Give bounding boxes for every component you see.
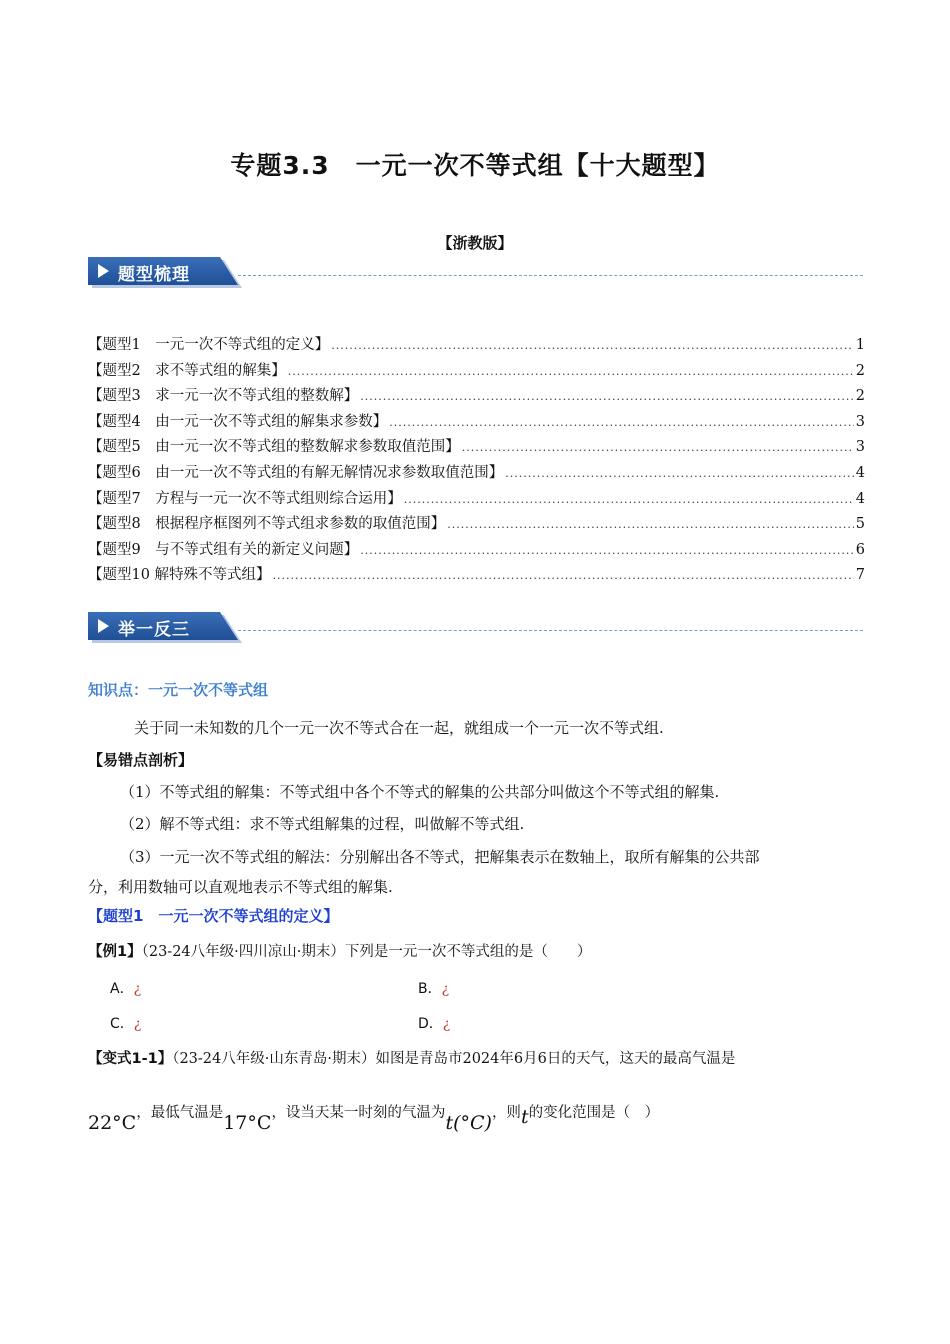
edition-label: 【浙教版】 [437, 234, 513, 252]
banner-label: 题型梳理 [118, 265, 190, 285]
page-title: 专题3.3 一元一次不等式组【十大题型】 [230, 151, 720, 180]
knowledge-heading: 知识点：一元一次不等式组 [88, 681, 269, 699]
toc-item[interactable]: 【题型7 方程与一元一次不等式组则综合运用】 ..... 4 [88, 487, 865, 513]
type1-heading: 【题型1 一元一次不等式组的定义】 [88, 907, 339, 925]
pitfall-point: 分，利用数轴可以直观地表示不等式组的解集. [88, 878, 393, 896]
toc-item[interactable]: 【题型5 由一元一次不等式组的整数解求参数取值范围】 ..... 3 [88, 435, 865, 461]
toc-item[interactable]: 【题型10 解特殊不等式组】 ..... 7 [88, 563, 865, 589]
toc-item[interactable]: 【题型1 一元一次不等式组的定义】 ..... 1 [88, 333, 865, 359]
option-a[interactable]: A．¿ [110, 981, 142, 997]
toc-item[interactable]: 【题型4 由一元一次不等式组的解集求参数】 ..... 3 [88, 410, 865, 436]
variant-question [88, 1048, 735, 1070]
math-temp-var: t(°C) [445, 1112, 492, 1134]
math-temp-high: 22°C [88, 1112, 137, 1134]
pitfall-point: （1）不等式组的解集：不等式组中各个不等式的解集的公共部分叫做这个不等式组的解集. [120, 783, 720, 801]
toc-item[interactable]: 【题型8 根据程序框图列不等式组求参数的取值范围】 ..... 5 [88, 512, 865, 538]
section-banner-types [88, 257, 863, 287]
math-var-t: t [520, 1106, 529, 1128]
pitfall-point: （3）一元一次不等式组的解法：分别解出各不等式，把解集表示在数轴上，取所有解集的公共部 [120, 848, 760, 866]
variant-label: 【变式1-1】 [88, 1051, 173, 1067]
play-triangle-icon [98, 619, 109, 633]
toc-item[interactable]: 【题型9 与不等式组有关的新定义问题】 ..... 6 [88, 538, 865, 564]
definition-text: 关于同一未知数的几个一元一次不等式合在一起，就组成一个一元一次不等式组. [134, 719, 664, 737]
pitfall-heading: 【易错点剖析】 [88, 751, 194, 769]
toc-item[interactable]: 【题型6 由一元一次不等式组的有解无解情况求参数取值范围】 ..... 4 [88, 461, 865, 487]
variant-line2: 22°C，最低气温是17°C，设当天某一时刻的气温为t(°C)，则t的变化范围是（ ） [88, 1105, 660, 1134]
banner-label: 举一反三 [118, 620, 190, 640]
play-triangle-icon [98, 264, 109, 278]
variant-text: （23-24八年级·山东青岛·期末）如图是青岛市2024年6月6日的天气，这天的最高气温是 [172, 1051, 736, 1067]
section-banner-practice [88, 612, 863, 642]
option-d[interactable]: D．¿ [418, 1016, 451, 1032]
example-text: （23-24八年级·四川凉山·期末）下列是一元一次不等式组的是（ ） [141, 944, 592, 960]
option-b[interactable]: B．¿ [418, 981, 450, 997]
example-question [88, 941, 591, 963]
toc-item[interactable]: 【题型3 求一元一次不等式组的整数解】 ..... 2 [88, 384, 865, 410]
option-c[interactable]: C．¿ [110, 1016, 142, 1032]
example-label: 【例1】 [88, 944, 142, 960]
math-temp-low: 17°C [223, 1112, 272, 1134]
toc-item[interactable]: 【题型2 求不等式组的解集】 ..... 2 [88, 359, 865, 385]
pitfall-point: （2）解不等式组：求不等式组解集的过程，叫做解不等式组. [120, 815, 525, 833]
table-of-contents [88, 333, 865, 589]
